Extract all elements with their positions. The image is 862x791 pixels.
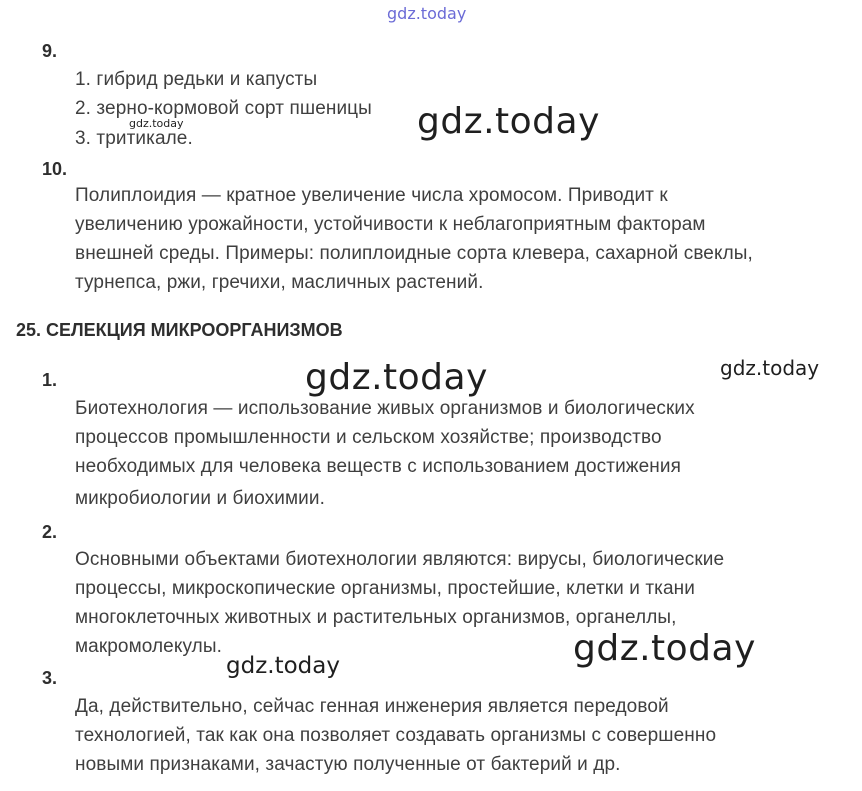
answer-10-line-1: Полиплоидия — кратное увеличение числа хромосом. Приводит к (75, 185, 668, 206)
item-1-number: 1. (42, 370, 58, 390)
section-title: 25. СЕЛЕКЦИЯ МИКРООРГАНИЗМОВ (16, 320, 343, 340)
answer-10-line-4: турнепса, ржи, гречихи, масличных растений. (75, 272, 484, 293)
item-3-line-2: технологией, так как она позволяет создавать организмы с совершенно (75, 725, 717, 746)
item-2-line-1: Основными объектами биотехнологии являются: вирусы, биологические (75, 549, 725, 570)
watermark-large-1: gdz.today (417, 101, 600, 142)
item-2-line-2: процессы, микроскопические организмы, простейшие, клетки и ткани (75, 578, 695, 599)
watermark-top: gdz.today (387, 4, 467, 23)
item-3-line-3: новыми признаками, зачастую полученные от бактерий и др. (75, 754, 621, 775)
watermark-medium-right: gdz.today (720, 356, 820, 380)
watermark-small: gdz.today (129, 117, 184, 130)
item-2-line-3: многоклеточных животных и растительных организмов, органеллы, (75, 607, 677, 628)
item-1-line-2: процессов промышленности и сельском хозяйстве; производство (75, 427, 662, 448)
item-2-line-4: макромолекулы. (75, 636, 222, 657)
watermark-medium-left: gdz.today (226, 653, 340, 679)
watermark-large-3: gdz.today (573, 628, 756, 669)
item-1-line-3: необходимых для человека веществ с использованием достижения (75, 456, 681, 477)
item-1-line-1: Биотехнология — использование живых организмов и биологических (75, 398, 695, 419)
question-10-number: 10. (42, 159, 68, 179)
answer-10-line-2: увеличению урожайности, устойчивости к неблагоприятным факторам (75, 214, 706, 235)
item-2-number: 2. (42, 522, 58, 542)
item-1-line-4: микробиологии и биохимии. (75, 488, 325, 509)
answer-9-line-3: 3. тритикале. (75, 128, 193, 149)
answer-9-line-1: 1. гибрид редьки и капусты (75, 69, 318, 90)
answer-10-line-3: внешней среды. Примеры: полиплоидные сорта клевера, сахарной свеклы, (75, 243, 753, 264)
item-3-line-1: Да, действительно, сейчас генная инженерия является передовой (75, 696, 669, 717)
watermark-large-2: gdz.today (305, 357, 488, 398)
item-3-number: 3. (42, 668, 58, 688)
answer-9-line-2: 2. зерно-кормовой сорт пшеницы (75, 98, 372, 119)
question-9-number: 9. (42, 41, 58, 61)
